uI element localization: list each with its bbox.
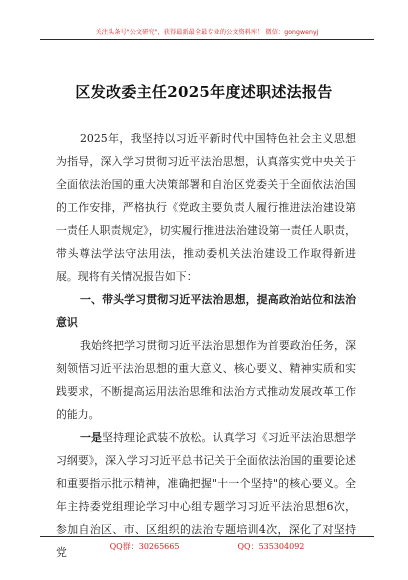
footer-qq-group: QQ群：30265665 — [109, 542, 180, 551]
paragraph-text: 坚持理论武装不放松。认真学习《习近平法治思想学习纲要》，深入学习习近平总书记关于全面依法治国的重要论述和重要指示批示精神，准确把握"十一个坚持"的核心要义。全年主持委党组理论学习中心组专题学习习近平法治思想6次，参加自治区、市、区组织的法治专题培训4次，深化了对坚持党 — [56, 431, 356, 559]
intro-paragraph: 2025年，我坚持以习近平新时代中国特色社会主义思想为指导，深入学习贯彻习近平法治思想，认真落实党中央关于全面依法治国的重大决策部署和自治区党委关于全面依法治国的工作安排，严格执行《党政主要负责人履行推进法治建设第一责任人职责规定》，切实履行推进法治建设第一责任人职责，带头尊法学法守法用法，推动委机关法治建设工作取得新进展。现将有关情况报告如下： — [56, 132, 356, 283]
footer-qq: QQ：535304092 — [237, 542, 305, 551]
paragraph-lead: 一是 — [79, 431, 103, 444]
document-body — [56, 127, 356, 564]
section-1-paragraph-1: 我始终把学习贯彻习近平法治思想作为首要政治任务，深刻领悟习近平法治思想的重大意义、核心要义、精神实质和实践要求，不断提高运用法治思维和法治方式推动发展改革工作的能力。 — [56, 339, 356, 421]
footer — [40, 536, 374, 552]
header-banner: 关注头条号"公文研究"，获得最新最全最专业的公文资料库！ 微信：gongwenyj — [40, 27, 374, 40]
section-1-heading: 一、带头学习贯彻习近平法治思想，提高政治站位和法治意识 — [56, 293, 356, 329]
document-title: 区发改委主任2025年度述职述法报告 — [75, 83, 333, 101]
